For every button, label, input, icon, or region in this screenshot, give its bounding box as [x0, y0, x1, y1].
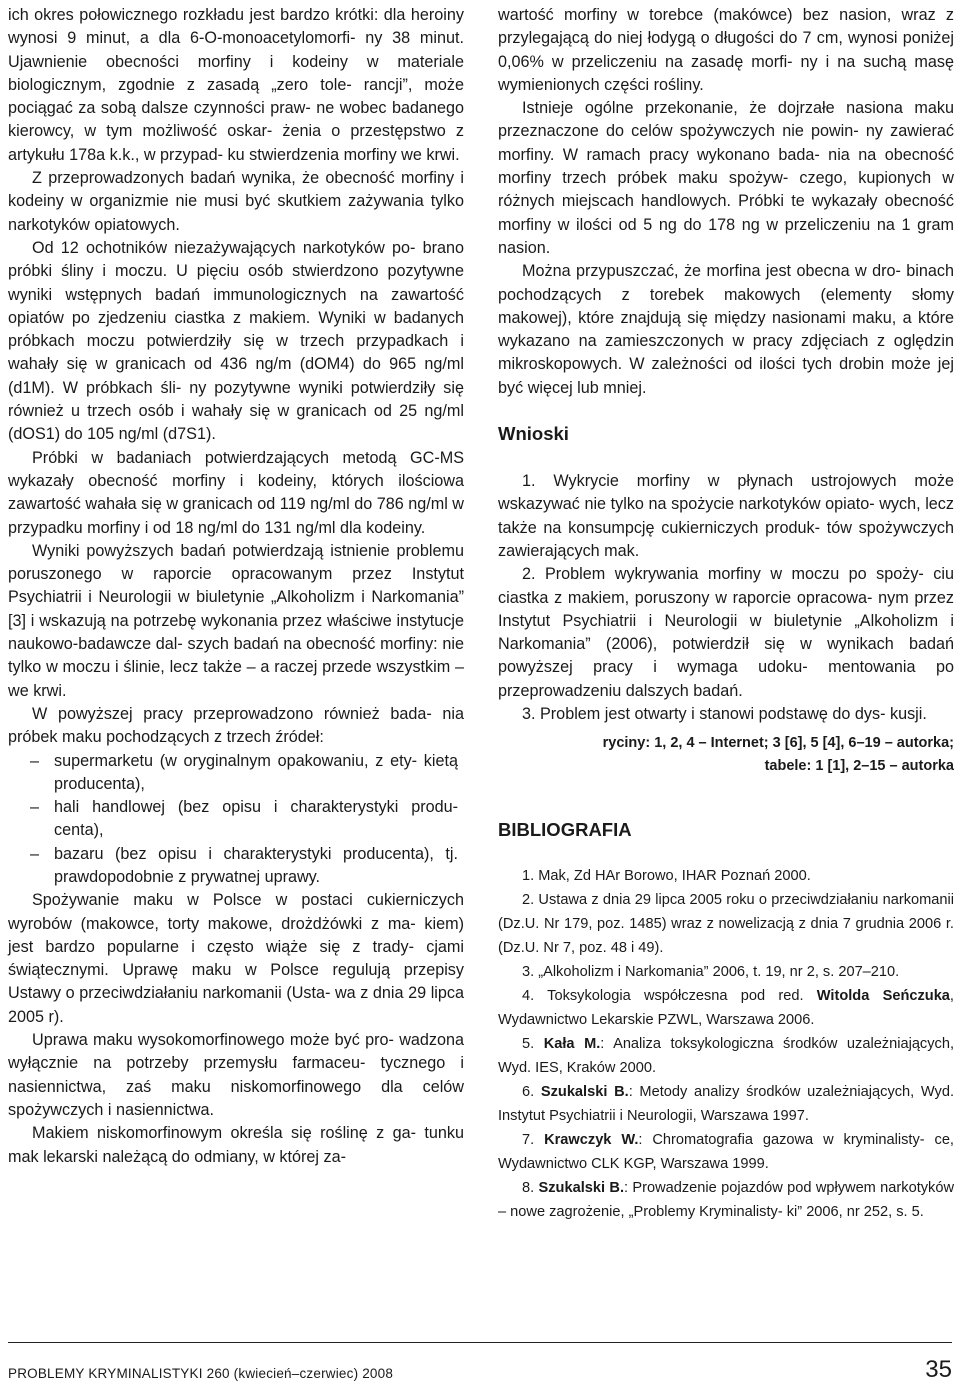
paragraph: Wyniki powyższych badań potwierdzają istnienie problemu poruszonego w raporcie opracowanym przez Instytut Psychiatrii i Neurologii w biuletynie „Alkoholizm i Narkomania” [3] i wskazują na potrzebę wykonania przez właściwe instytucje naukowo-badawcze dal- szych badań na obecność morfiny: nie tylko w moczu i ślinie, lecz także – a raczej przede wszystkim – we krwi. [8, 541, 464, 700]
paragraph: ich okres połowicznego rozkładu jest bardzo krótki: dla heroiny wynosi 9 minut, a dla 6-O-monoacetylomorfi- ny 38 minut. Ujawnienie obecności morfiny i kodeiny w materiale biologicznym, zgodnie z zasadą „zero tole- rancji”, może pociągać za sobą dalsze czynności praw- ne wobec badanego kierowcy, w tym możliwość oskar- żenia o przestępstwo z artykułu 178a k.k., w przypad- ku stwierdzenia morfiny we krwi. [8, 6, 464, 164]
conclusion-item: 1. Wykrycie morfiny w płynach ustrojowych może wskazywać nie tylko na spożycie narkotyków opiato- wych, lecz także na konsumpcję cukierniczych produk- tów spożywczych zawierających mak. [498, 472, 954, 560]
conclusion-item: 2. Problem wykrywania morfiny w moczu po spoży- ciu ciastka z makiem, poruszony w raporcie opracowa- nym przez Instytut Psychiatrii i Neurologii w biuletynie „Alkoholizm i Narkomania” (2006), potwierdził się w wynikach badań powyższej pracy i wymaga udoku- mentowania po przeprowadzeniu dalszych badań. [498, 565, 954, 700]
dash-marker: – [30, 751, 40, 770]
footer-rule [8, 1342, 952, 1343]
conclusions-heading: Wnioski [498, 423, 569, 445]
bibliography-entry: 3. „Alkoholizm i Narkomania” 2006, t. 19, nr 2, s. 207–210. [522, 964, 900, 981]
list-item-text: bazaru (bez opisu i charakterystyki producenta), tj. prawdopodobnie z prywatnej uprawy. [54, 844, 458, 886]
bibliography-entry: 4. Toksykologia współczesna pod red. Witolda Seńczuka, Wydawnictwo Lekarskie PZWL, Warszawa 2006. [498, 988, 954, 1029]
left-column [8, 4, 464, 1169]
bibliography-entry: 2. Ustawa z dnia 29 lipca 2005 roku o przeciwdziałaniu narkomanii (Dz.U. Nr 179, poz. 1485) wraz z nowelizacją z dnia 7 grudnia 2006 r. (Dz.U. Nr 7, poz. 48 i 49). [498, 892, 954, 957]
journal-footer: PROBLEMY KRYMINALISTYKI 260 (kwiecień–czerwiec) 2008 [8, 1366, 394, 1381]
paragraph: Spożywanie maku w Polsce w postaci cukierniczych wyrobów (makowce, torty makowe, drożdżówki z ma- kiem) jest bardzo popularne i często wiąże się z trady- cjami świątecznymi. Uprawę maku w Polsce regulują przepisy Ustawy o przeciwdziałaniu narkomanii (Usta- wa z dnia 29 lipca 2005 r). [8, 891, 464, 1026]
paragraph: Uprawa maku wysokomorfinowego może być pro- wadzona wyłącznie na potrzeby przemysłu farmaceu- tycznego i nasiennictwa, zaś maku niskomorfinowego dla celów spożywczych i nasiennictwa. [8, 1031, 464, 1119]
paragraph: Z przeprowadzonych badań wynika, że obecność morfiny i kodeiny w organizmie nie musi być skutkiem zażywania tylko narkotyków opiatowych. [8, 169, 464, 234]
source-list [8, 750, 464, 890]
list-item [8, 796, 464, 843]
paragraph: Można przypuszczać, że morfina jest obecna w dro- binach pochodzących z torebek makowych (elementy słomy makowej), które znajdują się między nasionami maku, a które wykazano na zamieszczonych w pracy zdjęciach z oględzin mikroskopowych. W zależności od ilości tych drobin może jej być więcej lub mniej. [498, 262, 954, 397]
page-number: 35 [925, 1356, 952, 1383]
paragraph: Od 12 ochotników niezażywających narkotyków po- brano próbki śliny i moczu. U pięciu osób stwierdzono pozytywne wyniki wstępnych badań immunologicznych na zawartość opiatów po zjedzeniu ciastka z makiem. Wyniki w badanych próbkach moczu potwierdziły się w trzech przypadkach i wahały się w granicach od 436 ng/m (dOM4) do 965 ng/ml (d1M). W próbkach śli- ny pozytywne wyniki potwierdziły się również u trzech osób i wahały się w granicach od 25 ng/ml (dOS1) do 105 ng/ml (d7S1). [8, 238, 464, 444]
dash-marker: – [30, 844, 40, 863]
bibliography-entry: 7. Krawczyk W.: Chromatografia gazowa w kryminalisty- ce, Wydawnictwo CLK KGP, Warszawa 1999. [498, 1132, 954, 1173]
figure-sources [498, 732, 954, 778]
bibliography-list [498, 864, 954, 1224]
paragraph: wartość morfiny w torebce (makówce) bez nasion, wraz z przylegającą do niej łodygą o długości do 7 cm, wynosi poniżej 0,06% w przeliczeniu na zasadę morfi- ny i na suchą masę wymienionych części rośliny. [498, 6, 954, 94]
table-sources-line: tabele: 1 [1], 2–15 – autorka [764, 758, 954, 775]
bibliography-entry: 8. Szukalski B.: Prowadzenie pojazdów pod wpływem narkotyków – nowe zagrożenie, „Problemy Kryminalisty- ki” 2006, nr 252, s. 5. [498, 1180, 954, 1221]
list-item-text: supermarketu (w oryginalnym opakowaniu, z ety- kietą producenta), [54, 751, 458, 793]
bibliography-heading: BIBLIOGRAFIA [498, 819, 632, 841]
list-item [8, 750, 464, 797]
dash-marker: – [30, 798, 40, 817]
figure-sources-line: ryciny: 1, 2, 4 – Internet; 3 [6], 5 [4], 6–19 – autorka; [602, 735, 954, 752]
bibliography-entry: 6. Szukalski B.: Metody analizy środków uzależniających, Wyd. Instytut Psychiatrii i Neurologii, Warszawa 1997. [498, 1084, 955, 1125]
right-column [498, 4, 954, 1224]
bibliography-entry: 5. Kała M.: Analiza toksykologiczna środków uzależniających, Wyd. IES, Kraków 2000. [498, 1036, 954, 1077]
paragraph: Makiem niskomorfinowym określa się roślinę z ga- tunku mak lekarski należącą do odmiany, w której za- [8, 1124, 464, 1166]
conclusion-item: 3. Problem jest otwarty i stanowi podstawę do dys- kusji. [522, 705, 927, 724]
paragraph: Istnieje ogólne przekonanie, że dojrzałe nasiona maku przeznaczone do celów spożywczych nie powin- ny zawierać morfiny. W ramach pracy wykonano bada- nia na obecność morfiny trzech próbek maku spożyw- czego, kupionych w różnych miejscach handlowych. Próbki te wykazały obecność morfiny w ilości od 5 ng do 178 ng w przeliczeniu na 1 gram nasion. [498, 99, 954, 257]
list-item-text: hali handlowej (bez opisu i charakterystyki produ- centa), [54, 798, 458, 840]
paragraph: W powyższej pracy przeprowadzono również bada- nia próbek maku pochodzących z trzech źródeł: [8, 704, 464, 747]
bibliography-entry: 1. Mak, Zd HAr Borowo, IHAR Poznań 2000. [522, 868, 811, 885]
paragraph: Próbki w badaniach potwierdzających metodą GC-MS wykazały obecność morfiny i kodeiny, których ilościowa zawartość wahała się w granicach od 119 ng/ml do 786 ng/ml w przypadku morfiny i od 18 ng/ml do 131 ng/ml dla kodeiny. [8, 448, 464, 537]
list-item [8, 843, 464, 890]
